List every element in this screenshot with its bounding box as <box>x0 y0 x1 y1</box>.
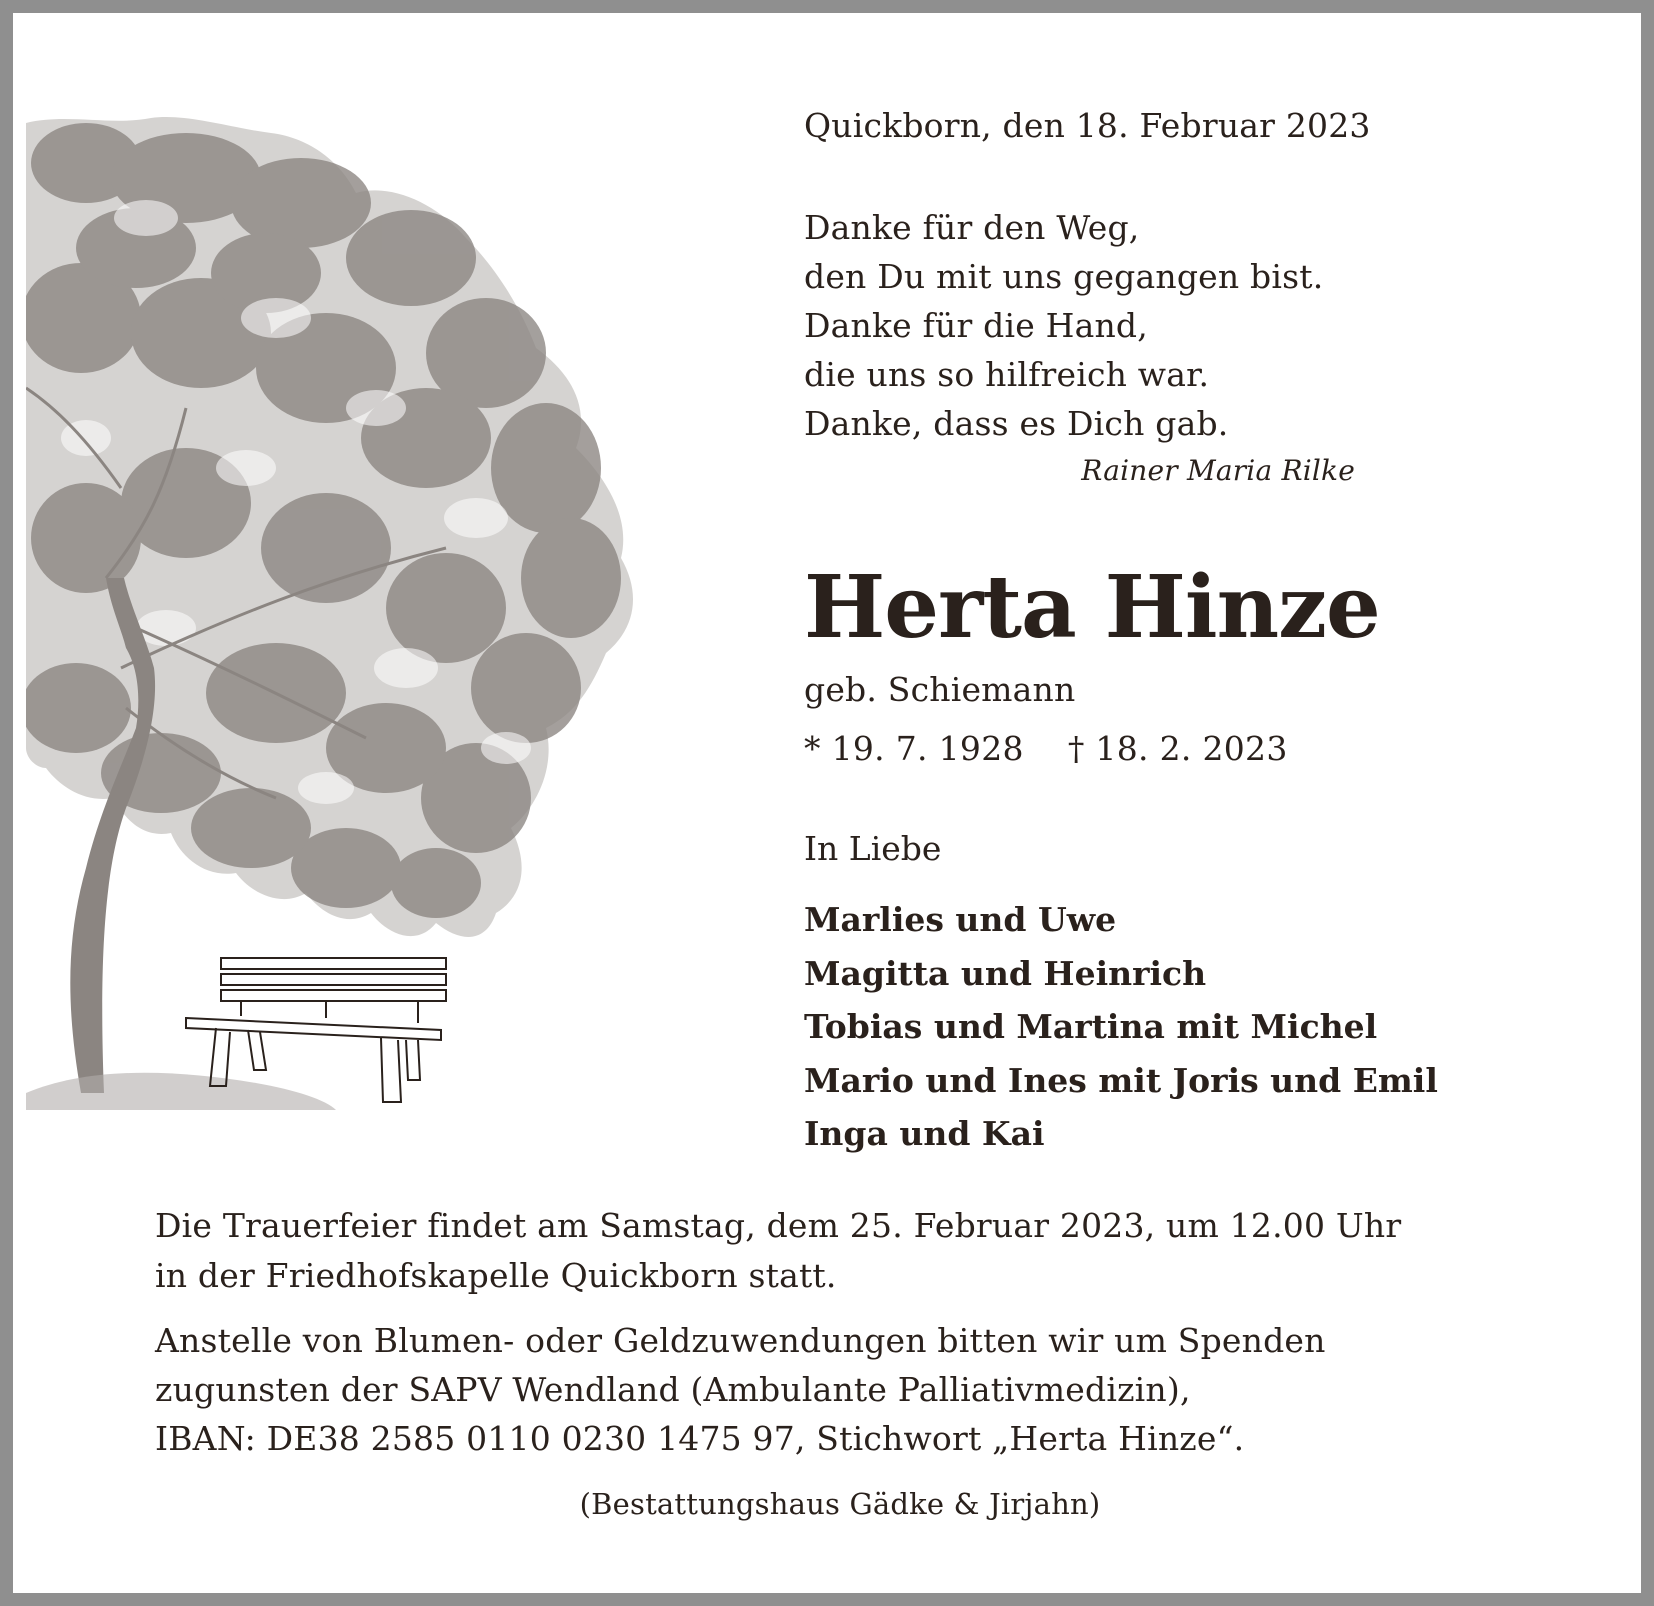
mourner-line: Inga und Kai <box>804 1114 1045 1153</box>
tree-bench-illustration <box>26 108 666 1118</box>
poem-line: den Du mit uns gegangen bist. <box>804 257 1324 296</box>
mourner-line: Marlies und Uwe <box>804 900 1117 939</box>
mourner-line: Tobias und Martina mit Michel <box>804 1007 1378 1046</box>
in-love-label: In Liebe <box>804 829 942 868</box>
mourners-list <box>804 893 1438 1161</box>
donation-line: Anstelle von Blumen- oder Geldzuwendungen bitten wir um Spenden <box>155 1321 1326 1360</box>
ceremony-info <box>155 1201 1401 1301</box>
undertaker-credit: (Bestattungshaus Gädke & Jirjahn) <box>579 1487 1101 1521</box>
poem-line: Danke, dass es Dich gab. <box>804 404 1229 443</box>
poem-line: Danke für den Weg, <box>804 208 1140 247</box>
mourner-line: Magitta und Heinrich <box>804 953 1207 993</box>
place-date: Quickborn, den 18. Februar 2023 <box>804 106 1371 145</box>
birth-date: * 19. 7. 1928 <box>804 729 1024 768</box>
donation-line: zugunsten der SAPV Wendland (Ambulante Palliativmedizin), <box>155 1370 1191 1409</box>
life-dates <box>804 729 1288 768</box>
deceased-name: Herta Hinze <box>804 557 1380 658</box>
ceremony-line: Die Trauerfeier findet am Samstag, dem 25. Februar 2023, um 12.00 Uhr <box>155 1206 1402 1245</box>
poem-author: Rainer Maria Rilke <box>1081 454 1355 487</box>
poem-line: die uns so hilfreich war. <box>804 355 1210 394</box>
donation-line: IBAN: DE38 2585 0110 0230 1475 97, Stichwort „Herta Hinze“. <box>155 1419 1245 1458</box>
donation-info <box>155 1316 1326 1463</box>
poem-line: Danke für die Hand, <box>804 306 1148 345</box>
poem <box>804 203 1323 448</box>
death-date: † 18. 2. 2023 <box>1067 729 1288 768</box>
ceremony-line: in der Friedhofskapelle Quickborn statt. <box>155 1256 837 1295</box>
birth-name: geb. Schiemann <box>804 670 1076 709</box>
mourner-line: Mario und Ines mit Joris und Emil <box>804 1060 1438 1100</box>
